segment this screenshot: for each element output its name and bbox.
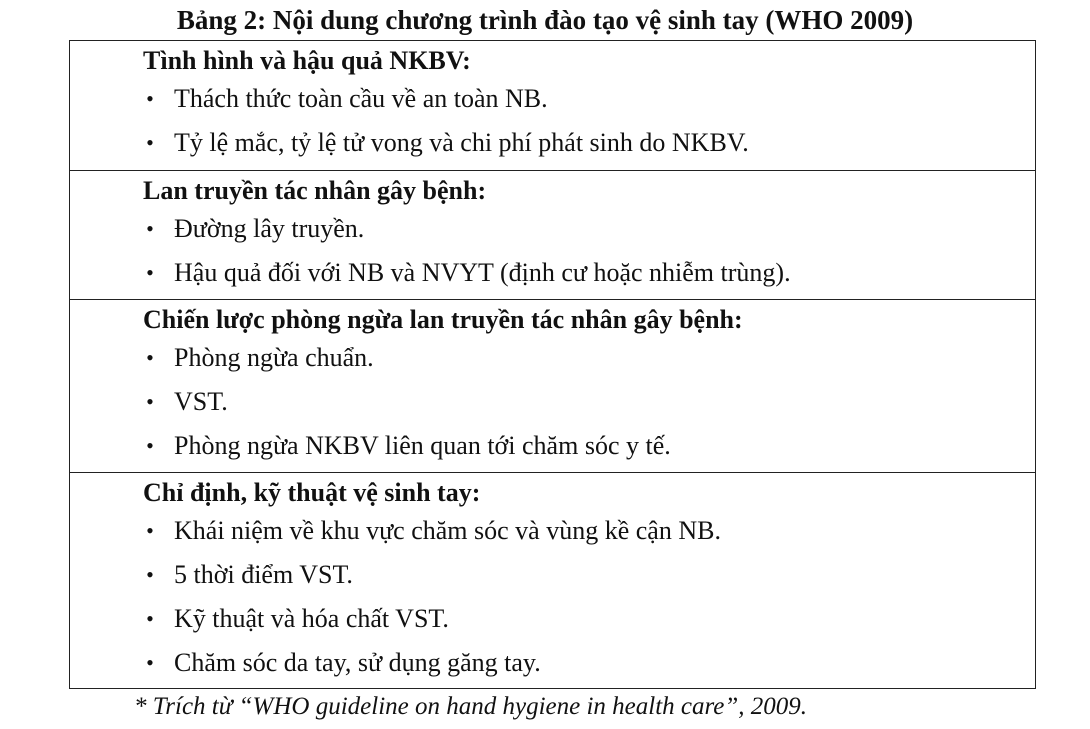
list-item: [143, 597, 1035, 641]
bullet-icon: •: [146, 216, 154, 241]
list-item-text: Đường lây truyền.: [174, 214, 365, 243]
list-item-text: Chăm sóc da tay, sử dụng găng tay.: [174, 648, 541, 677]
bullet-list: [143, 509, 1035, 685]
list-item-text: VST.: [174, 387, 228, 416]
section-pathogen-transmission: [70, 171, 1035, 300]
list-item-text: Thách thức toàn cầu về an toàn NB.: [174, 84, 548, 113]
source-footnote: * Trích từ “WHO guideline on hand hygiene in health care”, 2009.: [134, 693, 808, 720]
list-item: [143, 380, 1035, 424]
bullet-list: [143, 77, 1035, 165]
list-item-text: Khái niệm về khu vực chăm sóc và vùng kề cận NB.: [174, 516, 721, 545]
list-item-text: Phòng ngừa chuẩn.: [174, 343, 374, 372]
list-item: [143, 641, 1035, 685]
list-item-text: Hậu quả đối với NB và NVYT (định cư hoặc nhiễm trùng).: [174, 258, 791, 287]
bullet-icon: •: [146, 260, 154, 285]
section-heading: Lan truyền tác nhân gây bệnh:: [143, 176, 487, 205]
bullet-icon: •: [146, 86, 154, 111]
section-heading: Tình hình và hậu quả NKBV:: [143, 46, 471, 75]
section-heading: Chỉ định, kỹ thuật vệ sinh tay:: [143, 478, 481, 507]
bullet-icon: •: [146, 389, 154, 414]
list-item: [143, 77, 1035, 121]
bullet-icon: •: [146, 518, 154, 543]
section-prevention-strategy: [70, 300, 1035, 473]
list-item: [143, 509, 1035, 553]
list-item: [143, 424, 1035, 468]
list-item-text: 5 thời điểm VST.: [174, 560, 353, 589]
section-heading: Chiến lược phòng ngừa lan truyền tác nhân gây bệnh:: [143, 305, 743, 334]
bullet-icon: •: [146, 130, 154, 155]
list-item: [143, 121, 1035, 165]
content-table: [69, 40, 1036, 689]
list-item: [143, 207, 1035, 251]
list-item-text: Kỹ thuật và hóa chất VST.: [174, 604, 449, 633]
list-item-text: Phòng ngừa NKBV liên quan tới chăm sóc y tế.: [174, 431, 671, 460]
bullet-list: [143, 207, 1035, 295]
section-hand-hygiene-technique: [70, 473, 1035, 688]
list-item: [143, 553, 1035, 597]
bullet-icon: •: [146, 433, 154, 458]
list-item: [143, 251, 1035, 295]
bullet-icon: •: [146, 562, 154, 587]
list-item: [143, 336, 1035, 380]
section-status-consequences: [70, 41, 1035, 171]
table-title: Bảng 2: Nội dung chương trình đào tạo vệ sinh tay (WHO 2009): [176, 5, 914, 35]
list-item-text: Tỷ lệ mắc, tỷ lệ tử vong và chi phí phát sinh do NKBV.: [174, 128, 749, 157]
bullet-list: [143, 336, 1035, 468]
bullet-icon: •: [146, 606, 154, 631]
bullet-icon: •: [146, 345, 154, 370]
bullet-icon: •: [146, 650, 154, 675]
